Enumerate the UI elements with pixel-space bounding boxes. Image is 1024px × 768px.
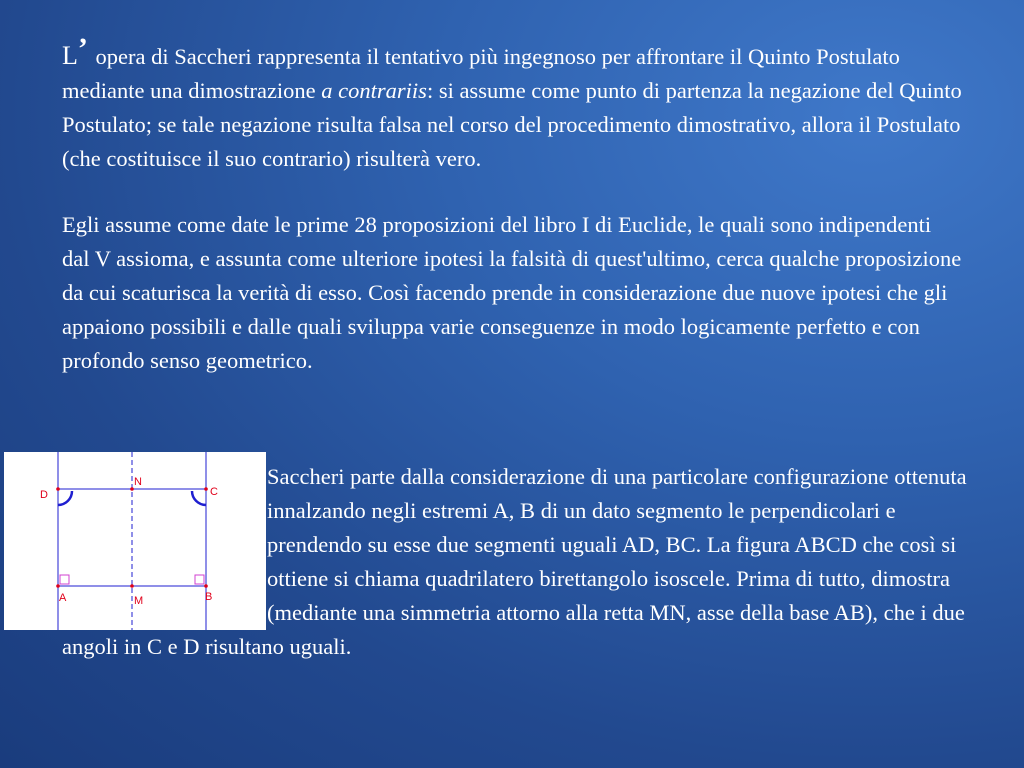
- label-c: C: [210, 486, 218, 498]
- paragraph-configuration: Saccheri parte dalla considerazione di una particolare configurazione ottenuta innalzando negli estremi A, B di un dato segmento le perpendicolari e prendendo su esse due segmenti uguali AD, BC. La figura ABCD che così si ottiene si chiama quadrilatero birettangolo isoscele. Prima di tutto, dimostra (mediante una simmetria attorno alla retta MN, asse della base AB), che i due angoli in C e D risultano uguali.: [62, 464, 967, 659]
- paragraph-hypotheses: Egli assume come date le prime 28 proposizioni del libro I di Euclide, le quali sono indipendenti dal V assioma, e assunta come ulteriore ipotesi la falsità di quest'ultimo, cerca qualche proposizione da cui scaturisca la verità di esso. Così facendo prende in considerazione due nuove ipotesi che gli appaiono possibili e dalle quali sviluppa varie conseguenze in modo logicamente perfetto e con profondo senso geometrico.: [62, 212, 962, 373]
- intro-text-a: opera di Saccheri rappresenta il tentativo più ingegnoso per affrontare il Quinto Postulato mediante una dimostrazione: [62, 44, 900, 103]
- point-a: [56, 584, 60, 588]
- point-d: [56, 487, 60, 491]
- paragraph-intro: [62, 32, 962, 176]
- apostrophe: ’: [77, 32, 88, 65]
- figure-spacer: [62, 460, 267, 630]
- latin-phrase: a contrariis: [321, 78, 427, 103]
- label-d: D: [40, 489, 48, 501]
- first-letter: L: [62, 41, 78, 70]
- label-n: N: [134, 476, 142, 488]
- intro-text-b: : si assume come punto di partenza la negazione del Quinto Postulato; se tale negazione risulta falsa nel corso del procedimento dimostrativo, allora il Postulato (che costituisce il suo contrario) risulterà vero.: [62, 78, 962, 171]
- label-a: A: [59, 592, 67, 604]
- label-m: M: [134, 595, 144, 607]
- label-b: B: [205, 591, 213, 603]
- paragraph-configuration-block: [62, 460, 967, 664]
